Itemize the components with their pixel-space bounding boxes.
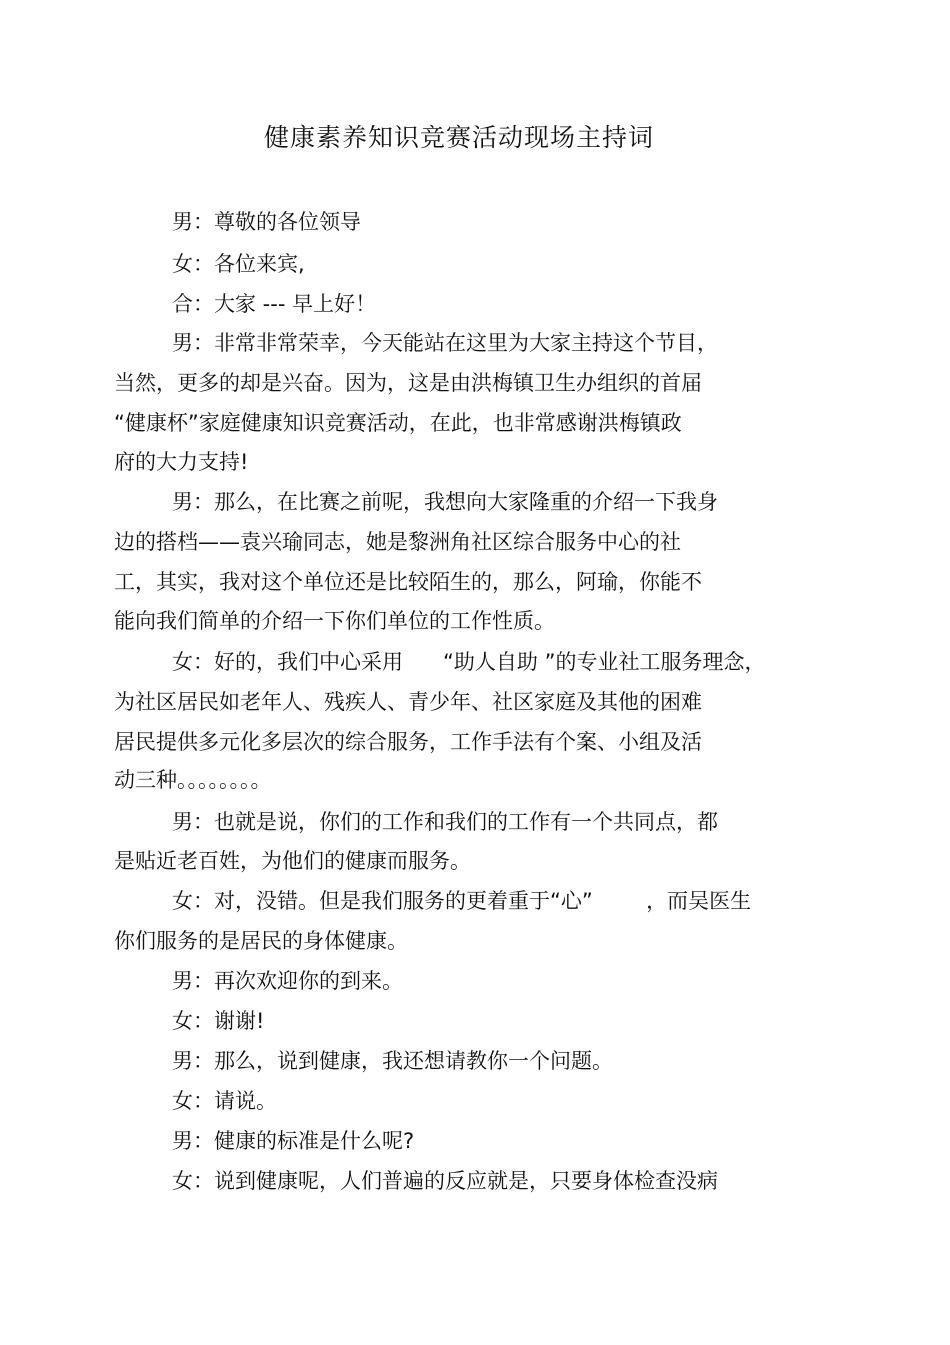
paragraph-line: 合：大家 --- 早上好！ <box>172 292 377 316</box>
paragraph-line: 府的大力支持! <box>114 450 249 474</box>
paragraph-line: 男：那么，说到健康，我还想请教你一个问题。 <box>172 1049 613 1073</box>
paragraph-line: 边的搭档——袁兴瑜同志，她是黎洲角社区综合服务中心的社 <box>114 530 681 554</box>
paragraph-line: 男：尊敬的各位领导 <box>172 210 361 234</box>
paragraph-line: “健康杯”家庭健康知识竞赛活动，在此，也非常感谢洪梅镇政 <box>114 411 682 435</box>
paragraph-line: 工，其实，我对这个单位还是比较陌生的，那么，阿瑜，你能不 <box>114 570 702 594</box>
paragraph-line: 女：请说。 <box>172 1089 277 1113</box>
paragraph-line: 女：好的，我们中心采用 “助人自助 ”的专业社工服务理念， <box>172 650 766 674</box>
paragraph-line: 是贴近老百姓，为他们的健康而服务。 <box>114 849 471 873</box>
paragraph-line: 能向我们简单的介绍一下你们单位的工作性质。 <box>114 609 555 633</box>
paragraph-line: 男：那么，在比赛之前呢，我想向大家隆重的介绍一下我身 <box>172 490 718 514</box>
paragraph-line: 女：各位来宾, <box>172 252 305 276</box>
paragraph-line: 女：说到健康呢，人们普遍的反应就是，只要身体检查没病 <box>172 1169 718 1193</box>
paragraph-line: 男：再次欢迎你的到来。 <box>172 969 403 993</box>
paragraph-line: 男：也就是说，你们的工作和我们的工作有一个共同点，都 <box>172 810 718 834</box>
paragraph-line: 女：谢谢! <box>172 1009 265 1033</box>
paragraph-line: 为社区居民如老年人、残疾人、青少年、社区家庭及其他的困难 <box>114 690 702 714</box>
paragraph-line: 动三种。。。。。。。。 <box>114 768 272 792</box>
paragraph-line: 居民提供多元化多层次的综合服务，工作手法有个案、小组及活 <box>114 730 702 754</box>
document-title: 健康素养知识竞赛活动现场主持词 <box>263 123 654 152</box>
paragraph-line: 你们服务的是居民的身体健康。 <box>114 929 408 953</box>
paragraph-line: 当然，更多的却是兴奋。因为，这是由洪梅镇卫生办组织的首届 <box>114 371 702 395</box>
paragraph-line: 男：健康的标准是什么呢? <box>172 1129 415 1153</box>
paragraph-line: 男：非常非常荣幸，今天能站在这里为大家主持这个节目， <box>172 331 718 355</box>
paragraph-line: 女：对，没错。但是我们服务的更着重于“心” ，而吴医生 <box>172 889 752 913</box>
